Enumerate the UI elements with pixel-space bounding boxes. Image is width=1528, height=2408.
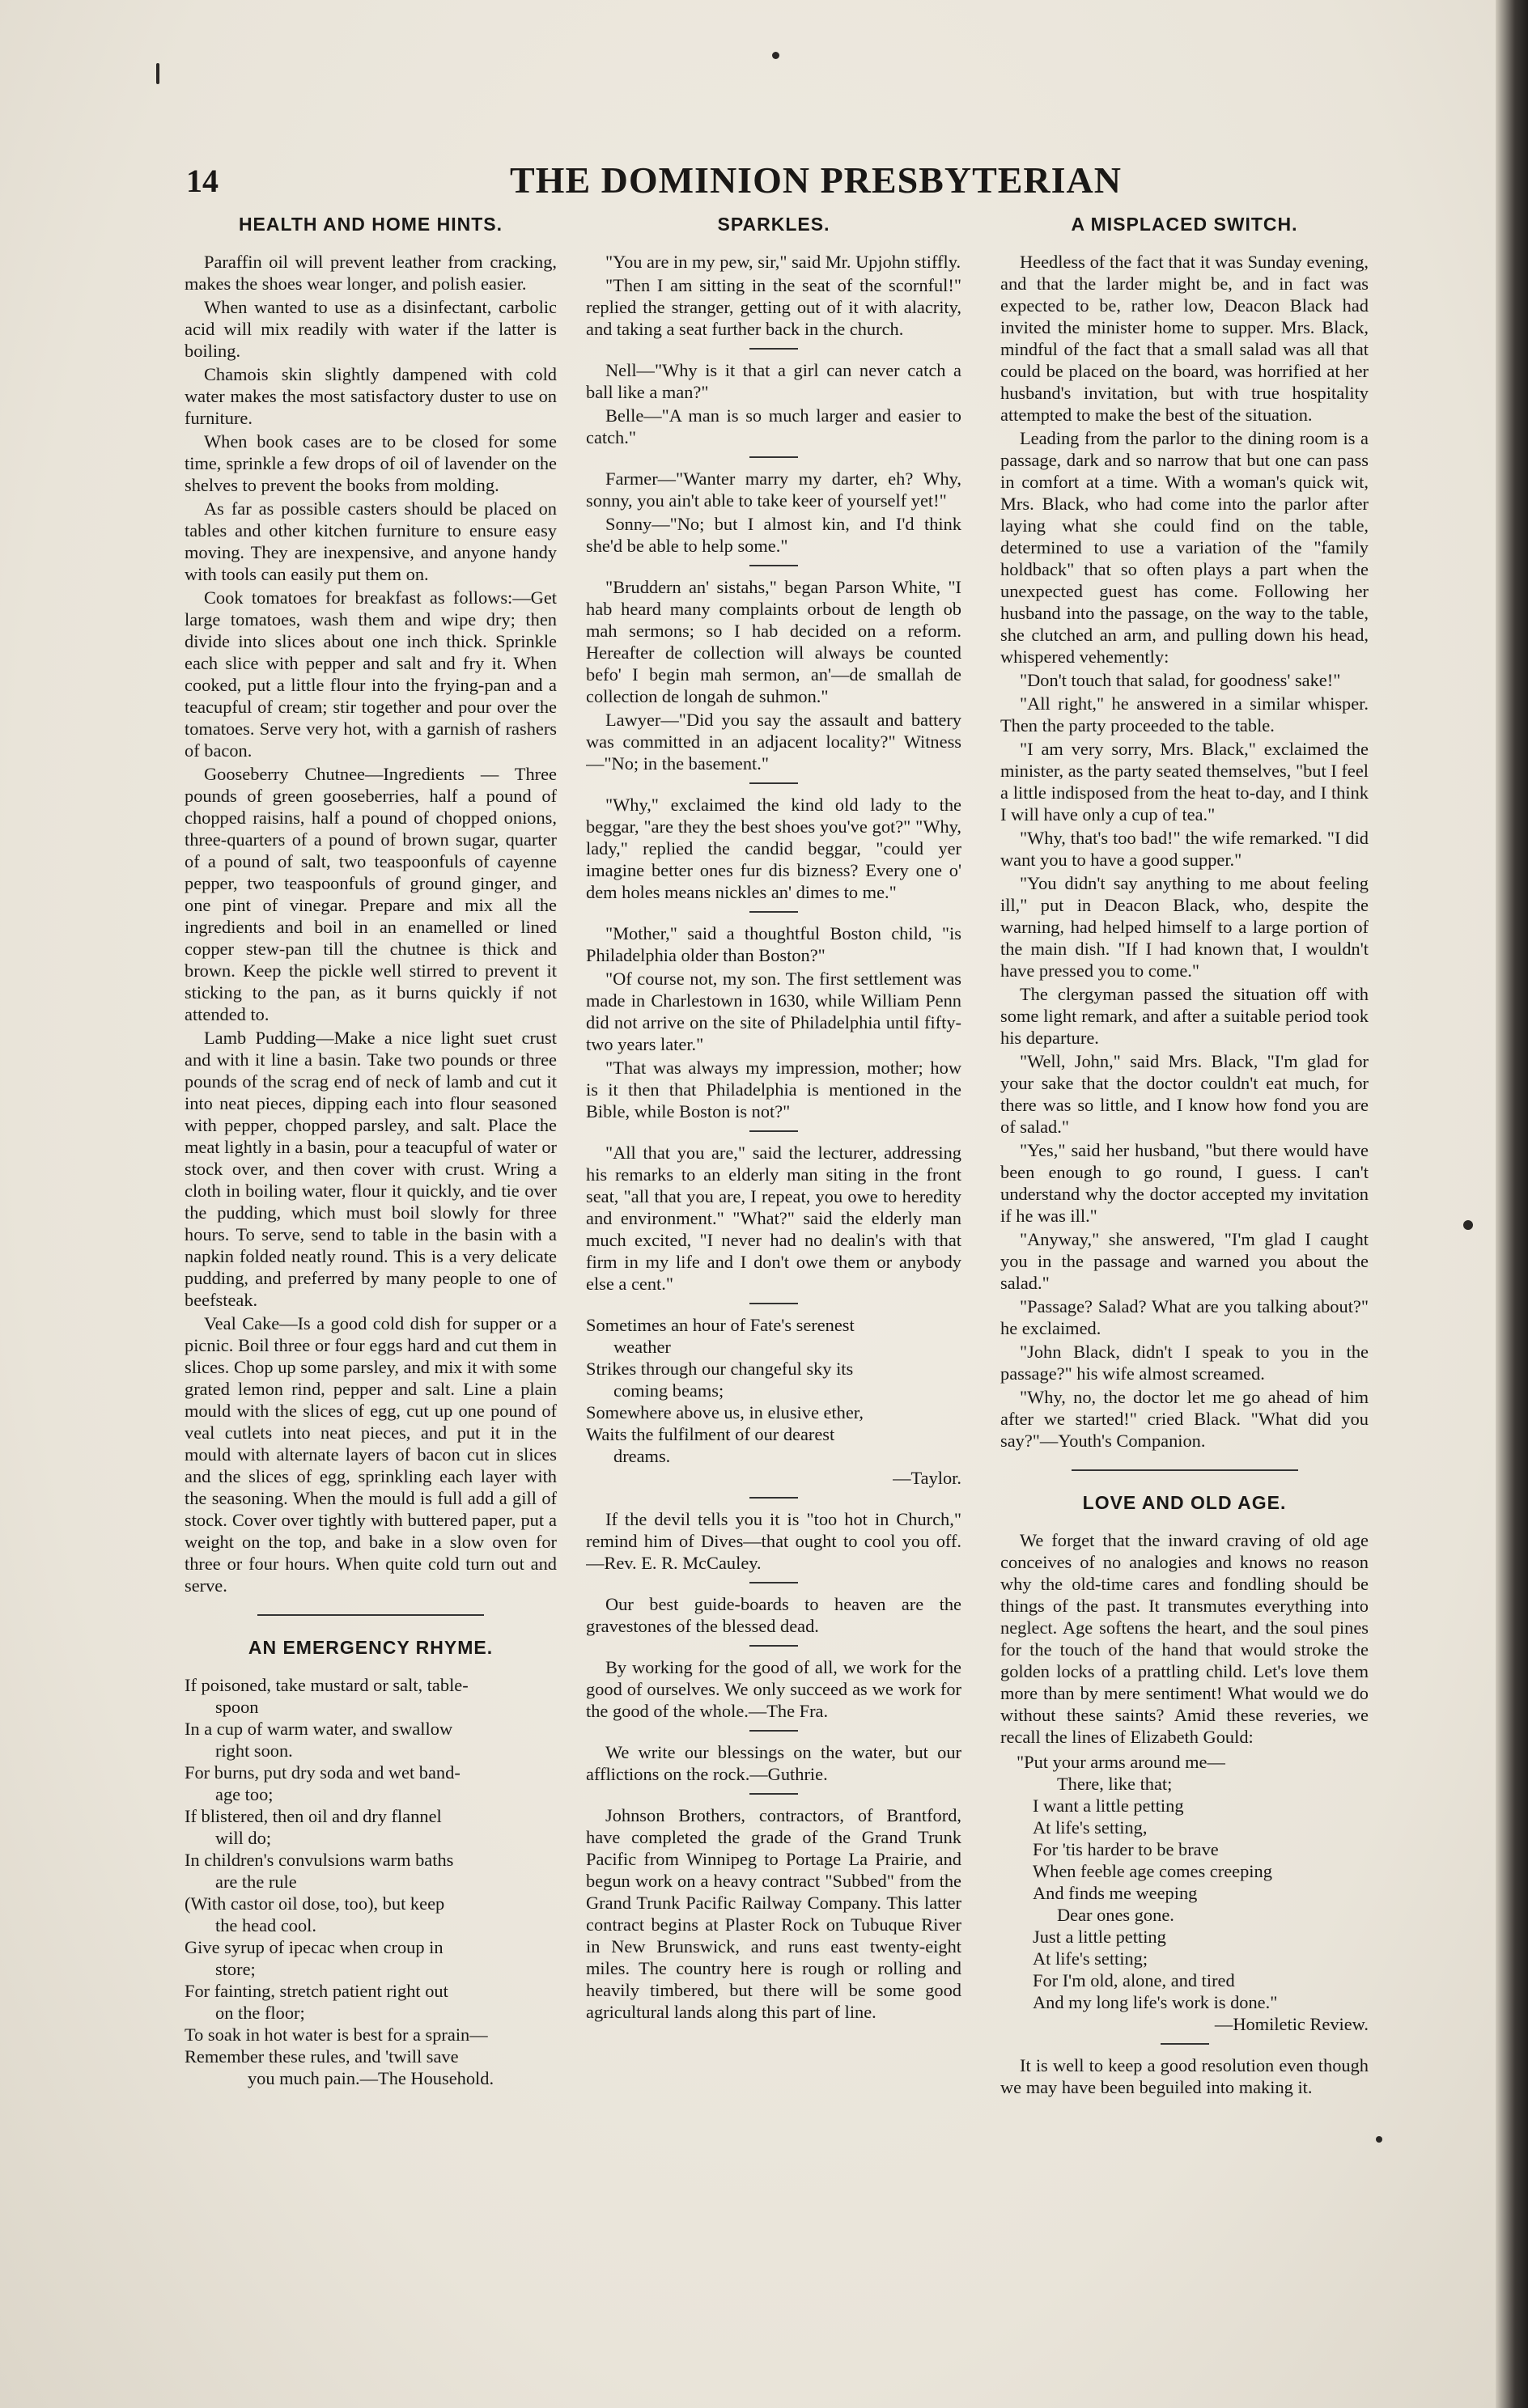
- rhyme-line: will do;: [215, 1828, 272, 1848]
- poem: [1000, 1751, 1369, 2035]
- item-divider: [749, 348, 798, 350]
- article-paragraph: When book cases are to be closed for some time, sprinkle a few drops of oil of lavender on the shelves to prevent the books from molding.: [185, 431, 557, 495]
- article-paragraph: Veal Cake—Is a good cold dish for supper or a picnic. Boil three or four eggs hard and cut them in slices. Chop up some parsley, and mix it with some grated lemon rind, pepper and salt. Line a plain mould with the slices of egg, cut up one pound of veal cutlets into neat pieces, and put it in the mould with alternate layers of bacon cut in slices and the slices of egg, sprinkling each layer with the seasoning. When the mould is full add a gill of stock. Cover over tightly with buttered paper, put a weight on the top, and bake in a slow oven for three or four hours. When quite cold turn out and serve.: [185, 1313, 557, 1596]
- rhyme-line: In children's convulsions warm baths: [185, 1850, 454, 1870]
- article-paragraph: "Mother," said a thoughtful Boston child, "is Philadelphia older than Boston?": [586, 923, 961, 965]
- article-paragraph: "You are in my pew, sir," said Mr. Upjohn stiffly.: [605, 252, 961, 272]
- article-paragraph: We write our blessings on the water, but our afflictions on the rock.—Guthrie.: [586, 1742, 961, 1784]
- scan-edge: [1496, 0, 1528, 2408]
- rhyme-line: you much pain.—The Household.: [247, 2068, 494, 2088]
- article-paragraph: Chamois skin slightly dampened with cold water makes the most satisfactory duster to use on furniture.: [185, 364, 557, 428]
- poem-citation: —Homiletic Review.: [1214, 2014, 1369, 2034]
- section-title: AN EMERGENCY RHYME.: [248, 1637, 494, 1658]
- article-paragraph: Farmer—"Wanter marry my darter, eh? Why, sonny, you ain't able to take keer of yourself yet!": [586, 468, 961, 511]
- article-paragraph: "That was always my impression, mother; how is it then that Philadelphia is mentioned in the Bible, while Boston is not?": [586, 1058, 961, 1121]
- verse-line: Waits the fulfilment of our dearest: [586, 1424, 835, 1444]
- verse: [586, 1314, 961, 1489]
- rhyme-line: spoon: [215, 1697, 259, 1717]
- article-paragraph: "Why, no, the doctor let me go ahead of him after we started!" cried Black. "What did you say?"—Youth's Companion.: [1000, 1387, 1369, 1451]
- verse-line: Somewhere above us, in elusive ether,: [586, 1402, 864, 1422]
- article-paragraph: Paraffin oil will prevent leather from cracking, makes the shoes wear longer, and polish easier.: [185, 252, 557, 294]
- rhyme-line: the head cool.: [215, 1915, 316, 1935]
- item-divider: [749, 456, 798, 458]
- poem-line: There, like that;: [1057, 1774, 1173, 1794]
- article-paragraph: Cook tomatoes for breakfast as follows:—Get large tomatoes, wash them and wipe dry; then divide into slices about one inch thick. Sprinkle each slice with pepper and salt and fry it. When cooked, put a little flour into the frying-pan and a teacupful of cream; stir together and pour over the tomatoes. Serve very hot, with a garnish of rashers of bacon.: [185, 587, 557, 761]
- rhyme-line: are the rule: [215, 1872, 297, 1892]
- poem-line: For 'tis harder to be brave: [1033, 1839, 1219, 1859]
- article-paragraph: Sonny—"No; but I almost kin, and I'd think she'd be able to help some.": [586, 514, 961, 556]
- article-paragraph: "Why," exclaimed the kind old lady to the beggar, "are they the best shoes you've got?" "Why, lady," replied the candid beggar, "could yer imagine better ones fur dis bizness? Every one o' dem holes means nickles an' dimes to me.": [586, 795, 961, 902]
- rhyme-line: Remember these rules, and 'twill save: [185, 2046, 459, 2067]
- article-paragraph: "Bruddern an' sistahs," began Parson White, "I hab heard many complaints orbout de length ob mah sermons; so I hab decided on a reform. Hereafter de collection will always be counted befo' I begin mah sermon, an'—de smallah de collection de longah de suhmon.": [586, 577, 961, 706]
- item-divider: [749, 565, 798, 566]
- poem-line: Just a little petting: [1033, 1927, 1166, 1947]
- column-health-hints: [185, 212, 557, 2259]
- article-paragraph: "John Black, didn't I speak to you in the passage?" his wife almost screamed.: [1000, 1342, 1369, 1384]
- scan-speck: [1463, 1220, 1473, 1230]
- article-paragraph: The clergyman passed the situation off with some light remark, and after a suitable period took his departure.: [1000, 984, 1369, 1048]
- article-paragraph: Belle—"A man is so much larger and easier to catch.": [586, 405, 961, 447]
- article-paragraph: We forget that the inward craving of old age conceives of no analogies and knows no reason why the old-time cares and fondling should be things of the past. It transmutes everything into neglect. Age softens the heart, and the soul pines for the touch of the hand that would stroke the golden locks of a prattling child. Let's love them more than by mere sentiment! What would we do without these saints? Amid these reveries, we recall the lines of Elizabeth Gould:: [1000, 1530, 1369, 1747]
- rhyme-line: Give syrup of ipecac when croup in: [185, 1937, 444, 1957]
- article-paragraph: "Then I am sitting in the seat of the scornful!" replied the stranger, getting out of it with alacrity, and taking a seat further back in the church.: [586, 275, 961, 339]
- article-paragraph: Heedless of the fact that it was Sunday evening, and that the larder might be, and in fact was expected to be, rather low, Deacon Black had invited the minister home to supper. Mrs. Black, mindful of the fact that a small salad was all that could be placed on the board, was horrified at her husband's invitation, but with true hospitality attempted to make the best of the situation.: [1000, 252, 1369, 425]
- scan-speck: [156, 63, 159, 84]
- item-divider: [749, 1582, 798, 1583]
- scan-speck: [772, 52, 779, 59]
- poem-line: And my long life's work is done.": [1033, 1992, 1278, 2012]
- item-divider: [749, 1497, 798, 1499]
- article-paragraph: "Anyway," she answered, "I'm glad I caught you in the passage and warned you about the salad.": [1000, 1229, 1369, 1293]
- poem-line: When feeble age comes creeping: [1033, 1861, 1272, 1881]
- article-paragraph: "Don't touch that salad, for goodness' sake!": [1020, 670, 1341, 690]
- poem-line: Dear ones gone.: [1057, 1905, 1174, 1925]
- article-paragraph: "You didn't say anything to me about feeling ill," put in Deacon Black, who, despite the warning, had helped himself to a large portion of the main dish. "If I had known that, I wouldn't have pressed you to come.": [1000, 873, 1369, 981]
- item-divider: [749, 1730, 798, 1732]
- item-divider: [749, 1645, 798, 1647]
- rhyme-line: (With castor oil dose, too), but keep: [185, 1893, 445, 1914]
- rhyme-line: on the floor;: [215, 2003, 305, 2023]
- poem-line: And finds me weeping: [1033, 1883, 1198, 1903]
- column-misplaced-switch: [1000, 212, 1369, 2259]
- section-divider: [257, 1614, 484, 1616]
- article-paragraph: "All right," he answered in a similar whisper. Then the party proceeded to the table.: [1000, 693, 1369, 736]
- verse-line: Sometimes an hour of Fate's serenest: [586, 1315, 855, 1335]
- page-header: [186, 159, 1368, 207]
- article-paragraph: It is well to keep a good resolution even though we may have been beguiled into making it.: [1000, 2055, 1369, 2097]
- verse-citation: —Taylor.: [893, 1468, 961, 1488]
- column-sparkles: [586, 212, 961, 2259]
- rhyme-line: For burns, put dry soda and wet band-: [185, 1762, 461, 1783]
- article-paragraph: "Why, that's too bad!" the wife remarked. "I did want you to have a good supper.": [1000, 828, 1369, 870]
- article-paragraph: "Passage? Salad? What are you talking about?" he exclaimed.: [1000, 1296, 1369, 1338]
- poem-line: At life's setting;: [1033, 1948, 1148, 1969]
- poem-line: "Put your arms around me—: [1017, 1752, 1225, 1772]
- verse-line: coming beams;: [613, 1380, 724, 1401]
- article-paragraph: "Yes," said her husband, "but there would have been enough to go round, I guess. I can't understand why the doctor accepted my invitation if he was ill.": [1000, 1140, 1369, 1226]
- article-paragraph: Gooseberry Chutnee—Ingredients — Three pounds of green gooseberries, half a pound of chopped raisins, half a pound of chopped onions, three-quarters of a pound of brown sugar, quarter of a pound of salt, two teaspoonfuls of cayenne pepper, two teaspoonfuls of ground ginger, and one pint of vinegar. Prepare and mix all the ingredients and boil in an enamelled or lined copper stew-pan till the chutnee is thick and brown. Keep the pickle well stirred to prevent it sticking to the pan, as it burns quickly if not attended to.: [185, 764, 557, 1024]
- page-number: 14: [186, 163, 219, 199]
- article-paragraph: Nell—"Why is it that a girl can never catch a ball like a man?": [586, 360, 961, 402]
- article-paragraph: When wanted to use as a disinfectant, carbolic acid will mix readily with water if the latter is boiling.: [185, 297, 557, 361]
- article-paragraph: Lamb Pudding—Make a nice light suet crust and with it line a basin. Take two pounds or three pounds of the scrag end of neck of lamb and cut it into neat pieces, dipping each into flour seasoned with pepper, chopped parsley, and salt. Place the meat lightly in a basin, pour a teacupful of water or stock over, and then cover with crust. Wring a cloth in boiling water, flour it quickly, and tie over the pudding, which must boil slowly for three hours. To serve, send to table in the basin with a napkin folded neatly round. This is a very delicate pudding, and preferred by many people to one of beefsteak.: [185, 1028, 557, 1310]
- verse-line: Strikes through our changeful sky its: [586, 1359, 854, 1379]
- article-paragraph: "Of course not, my son. The first settlement was made in Charlestown in 1630, while William Penn did not arrive on the site of Philadelphia until fifty-two years later.": [586, 969, 961, 1054]
- item-divider: [749, 1130, 798, 1132]
- rhyme-line: If blistered, then oil and dry flannel: [185, 1806, 442, 1826]
- rhyme-line: In a cup of warm water, and swallow: [185, 1719, 453, 1739]
- article-paragraph: "All that you are," said the lecturer, addressing his remarks to an elderly man siting in the front seat, "all that you are, I repeat, you owe to heredity and environment." "What?" said the elderly man much excited, "I never had no dealin's with that firm in my life and I don't owe them or anybody else a cent.": [586, 1143, 961, 1294]
- item-divider: [1161, 2043, 1209, 2045]
- verse-line: weather: [613, 1337, 671, 1357]
- section-title: HEALTH AND HOME HINTS.: [238, 214, 503, 235]
- article-paragraph: As far as possible casters should be placed on tables and other kitchen furniture to ensure easy moving. They are inexpensive, and anyone handy with tools can easily put them on.: [185, 498, 557, 584]
- item-divider: [749, 1303, 798, 1304]
- article-paragraph: Lawyer—"Did you say the assault and battery was committed in an adjacent locality?" Witness—"No; in the basement.": [586, 710, 961, 774]
- article-paragraph: "I am very sorry, Mrs. Black," exclaimed the minister, as the party seated themselves, "but I feel a little indisposed from the heat to-day, and I think I will have only a cup of tea.": [1000, 739, 1369, 825]
- poem-line: For I'm old, alone, and tired: [1033, 1970, 1235, 1990]
- rhyme-line: If poisoned, take mustard or salt, table-: [185, 1675, 469, 1695]
- rhyme-line: To soak in hot water is best for a sprain—: [185, 2024, 488, 2045]
- article-paragraph: Leading from the parlor to the dining room is a passage, dark and so narrow that but one can pass in comfort at a time. With a woman's quick wit, Mrs. Black, who had come into the parlor after laying what she could find on the table, determined to use a variation of the "family holdback" that so often plays a part when the unexpected guest has come. Following her husband into the passage, on the way to the table, she clutched an arm, and pulling down his head, whispered vehemently:: [1000, 428, 1369, 667]
- scan-speck: [1376, 2136, 1382, 2143]
- section-title: LOVE AND OLD AGE.: [1082, 1492, 1287, 1513]
- section-divider: [1072, 1469, 1298, 1471]
- article-paragraph: Johnson Brothers, contractors, of Brantford, have completed the grade of the Grand Trunk Pacific from Winnipeg to Portage La Prairie, and begun work on a heavy contract "Subbed" from the Grand Trunk Pacific Railway Company. This latter contract begins at Plaster Rock on Tubuque River in New Brunswick, and runs east twenty-eight miles. The country here is rough or rolling and heavily timbered, but there will be some good agricultural lands along this part of line.: [586, 1805, 961, 2022]
- section-title: A MISPLACED SWITCH.: [1071, 214, 1298, 235]
- verse-line: dreams.: [613, 1446, 671, 1466]
- article-paragraph: By working for the good of all, we work for the good of ourselves. We only succeed as we work for the good of the whole.—The Fra.: [586, 1657, 961, 1721]
- poem-line: At life's setting,: [1033, 1817, 1148, 1838]
- article-paragraph: Our best guide-boards to heaven are the gravestones of the blessed dead.: [586, 1594, 961, 1636]
- poem-line: I want a little petting: [1033, 1795, 1184, 1816]
- item-divider: [749, 1793, 798, 1795]
- item-divider: [749, 911, 798, 913]
- article-paragraph: "Well, John," said Mrs. Black, "I'm glad for your sake that the doctor couldn't eat much, for there was so little, and I know how fond you are of salad.": [1000, 1051, 1369, 1137]
- rhyme-line: right soon.: [215, 1740, 293, 1761]
- item-divider: [749, 782, 798, 784]
- rhyme-line: age too;: [215, 1784, 274, 1804]
- rhyme-line: For fainting, stretch patient right out: [185, 1981, 448, 2001]
- masthead: THE DOMINION PRESBYTERIAN: [510, 159, 1122, 201]
- rhyme-line: store;: [215, 1959, 256, 1979]
- section-title: SPARKLES.: [717, 214, 830, 235]
- article-paragraph: If the devil tells you it is "too hot in Church," remind him of Dives—that ought to cool you off.—Rev. E. R. McCauley.: [586, 1509, 961, 1573]
